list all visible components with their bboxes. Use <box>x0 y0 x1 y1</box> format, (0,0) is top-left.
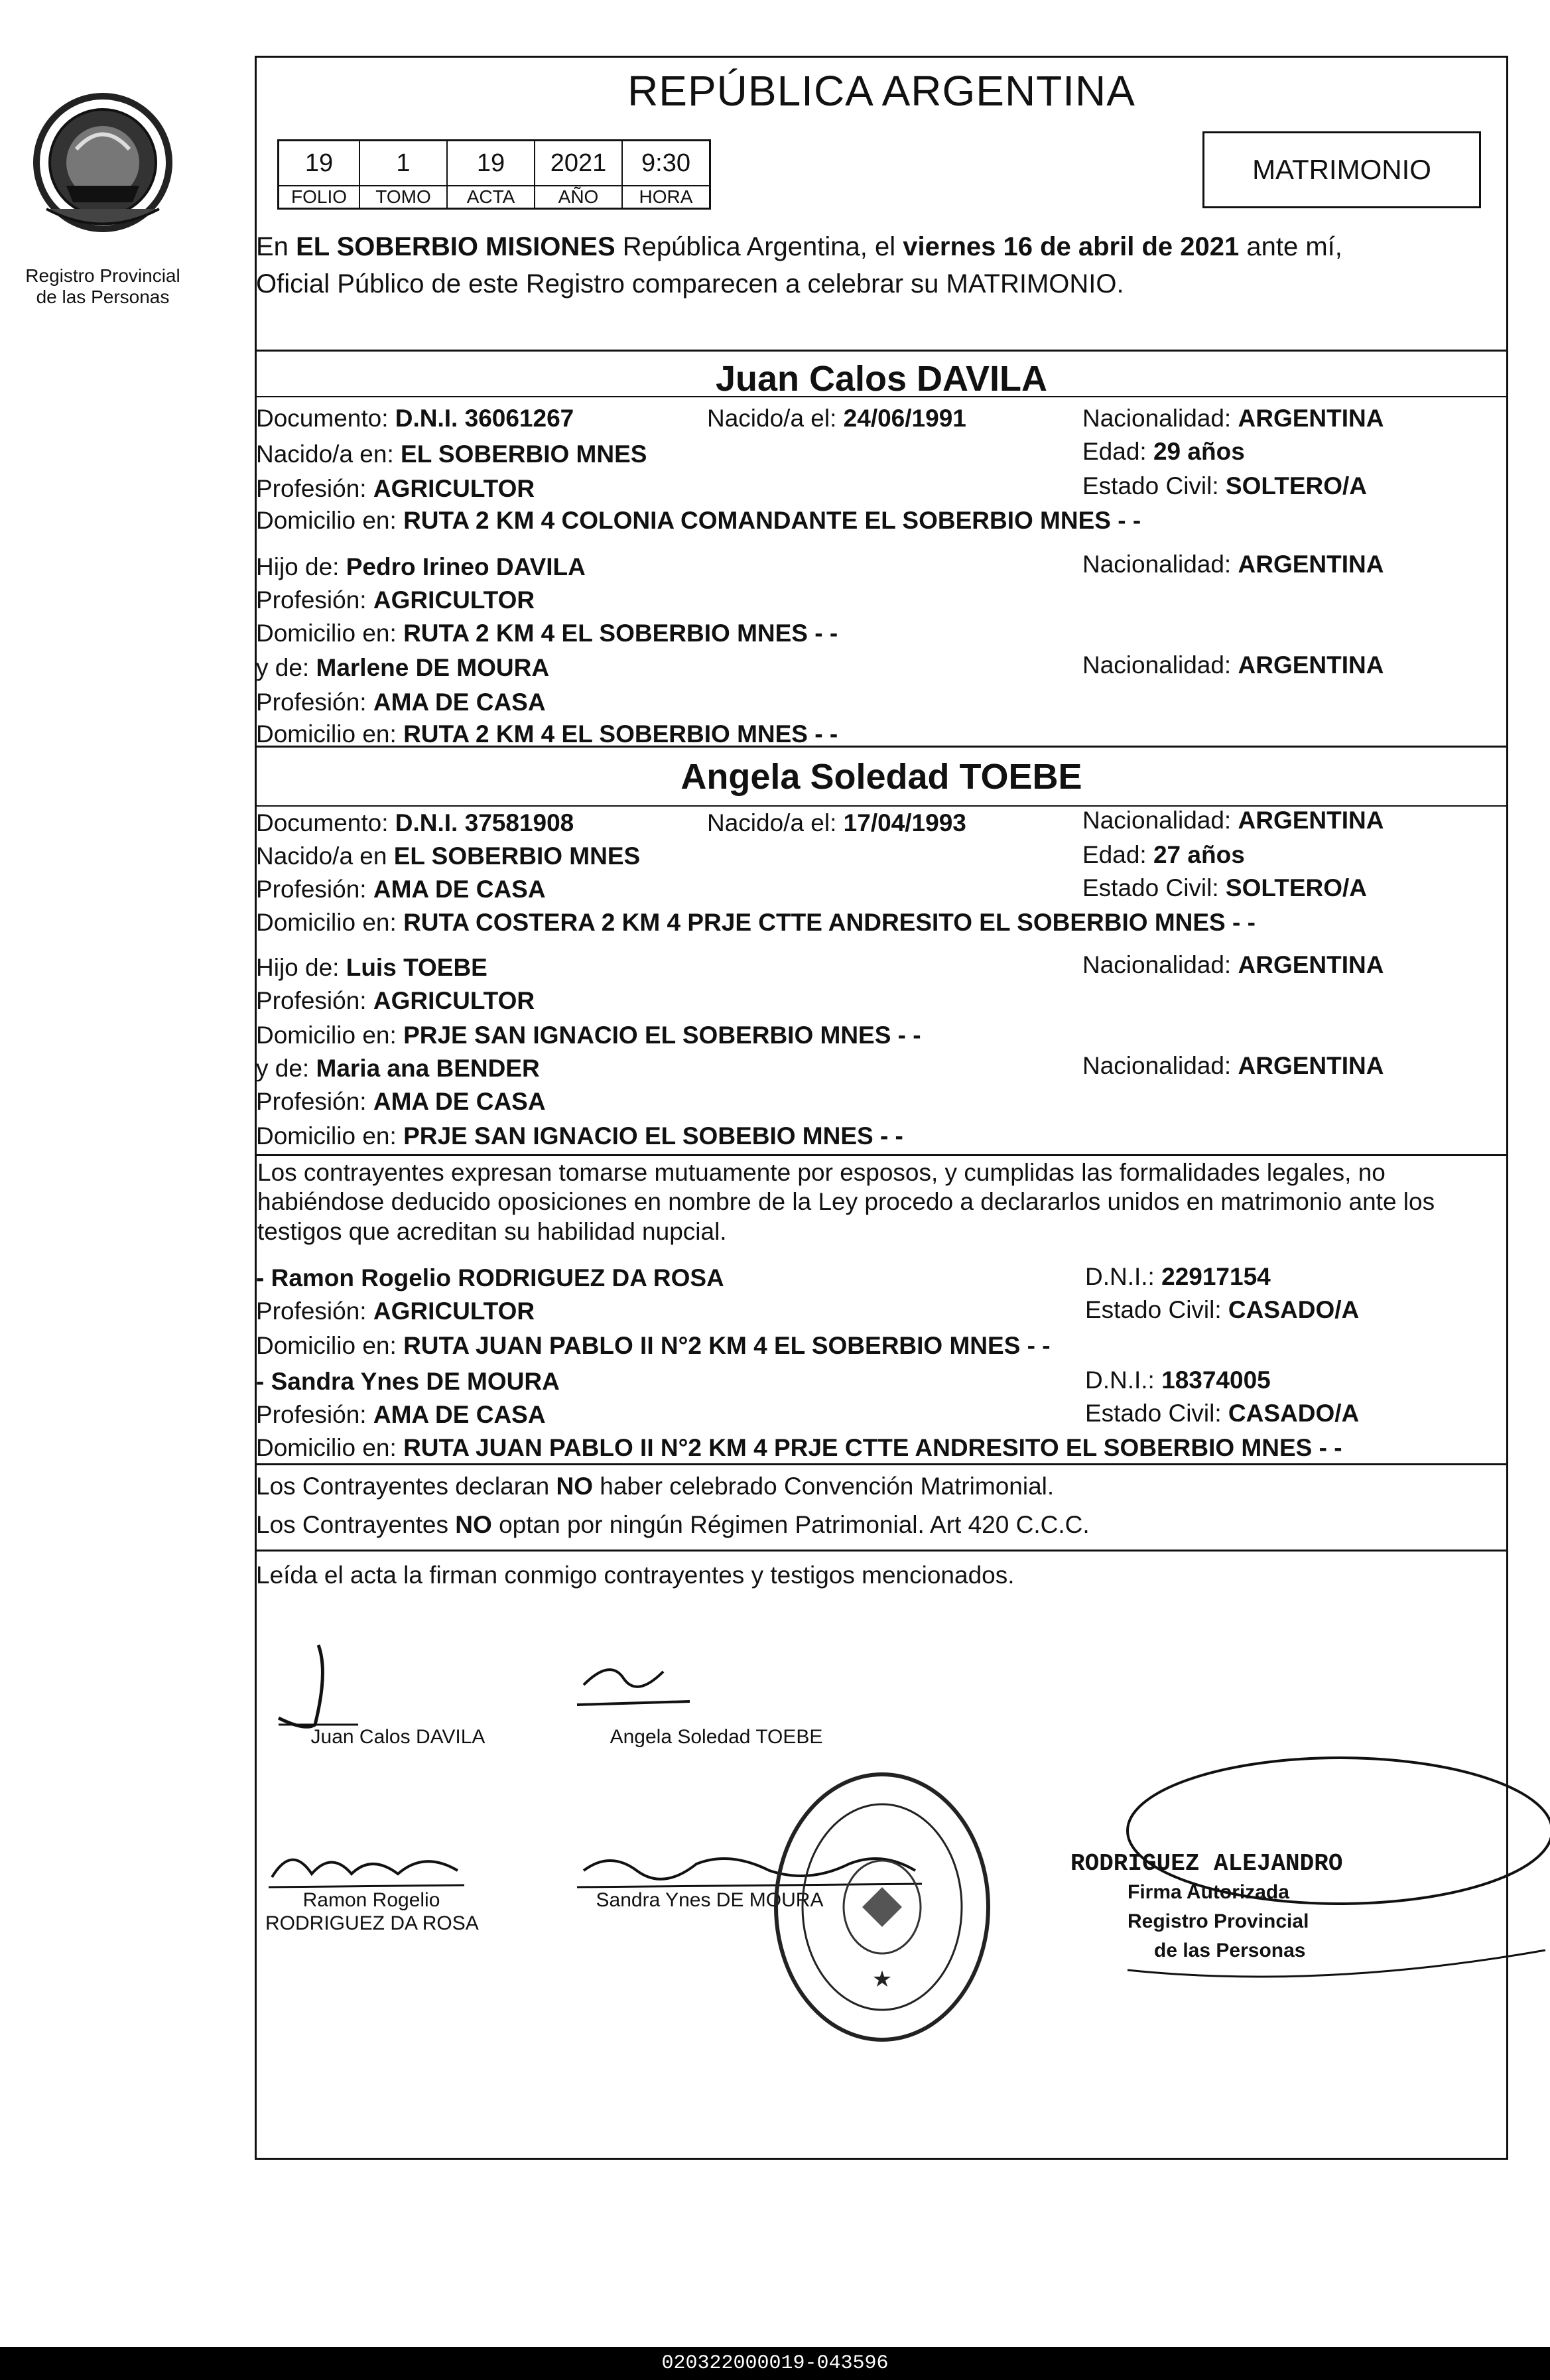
official-title-1: Firma Autorizada <box>1128 1881 1289 1903</box>
convention-line-1 <box>256 1474 1054 1498</box>
label: Profesión: <box>256 1401 367 1428</box>
groom-name: Juan Calos DAVILA <box>715 359 1048 399</box>
label: Profesión: <box>256 987 367 1014</box>
text: haber celebrado Convención Matrimonial. <box>600 1473 1055 1500</box>
bride-mother-nationality <box>1082 1053 1384 1078</box>
value: RUTA JUAN PABLO II N°2 KM 4 PRJE CTTE ANDRESITO EL SOBERBIO MNES - - <box>403 1434 1342 1461</box>
value: CASADO/A <box>1228 1400 1360 1427</box>
divider <box>255 350 1508 352</box>
label: D.N.I.: <box>1085 1263 1155 1290</box>
bride-mother-profession <box>256 1089 546 1114</box>
witness2-dni <box>1085 1368 1271 1392</box>
document-type-box: MATRIMONIO <box>1202 131 1481 208</box>
province-seal-icon <box>27 86 179 252</box>
value: RUTA 2 KM 4 COLONIA COMANDANTE EL SOBERBIO MNES - - <box>403 507 1141 534</box>
divider <box>255 1154 1508 1156</box>
groom-dni: D.N.I. 36061267 <box>395 405 574 432</box>
value: ARGENTINA <box>1238 651 1384 679</box>
value: - Sandra Ynes DE MOURA <box>256 1368 560 1395</box>
declaration-paragraph: Los contrayentes expresan tomarse mutuamente por esposos, y cumplidas las formalidades legales, no habiéndose deducido oposiciones en nombre de la Ley procedo a declararlos unidos en matrimonio ante los testigos que acreditan su habilidad nupcial. <box>257 1159 1435 1245</box>
hora-label: HORA <box>622 186 710 209</box>
value: RUTA 2 KM 4 EL SOBERBIO MNES - - <box>403 620 838 647</box>
ano-value: 2021 <box>535 141 622 186</box>
label: Estado Civil: <box>1085 1296 1222 1323</box>
label: Edad: <box>1082 841 1147 868</box>
bride-father-address <box>256 1023 921 1047</box>
text-bold: NO <box>556 1473 593 1500</box>
witness2-address <box>256 1435 1342 1460</box>
signature-scribbles-top <box>265 1632 862 1738</box>
value: 29 años <box>1153 438 1245 465</box>
text: Los Contrayentes declaran <box>256 1473 550 1500</box>
intro-line-1 <box>256 233 1342 260</box>
intro-place: EL SOBERBIO MISIONES <box>296 232 615 261</box>
official-title-2: Registro Provincial <box>1128 1910 1309 1932</box>
bride-doc-line <box>256 811 574 835</box>
page-title: REPÚBLICA ARGENTINA <box>627 67 1135 115</box>
logo-caption-1: Registro Provincial <box>25 265 180 286</box>
value: RUTA 2 KM 4 EL SOBERBIO MNES - - <box>403 720 838 748</box>
value: 22917154 <box>1161 1263 1271 1290</box>
bride-birthdate <box>707 811 966 835</box>
official-title-3: de las Personas <box>1154 1940 1306 1961</box>
value: ARGENTINA <box>1238 807 1384 834</box>
acta-label: ACTA <box>447 186 535 209</box>
value: SOLTERO/A <box>1225 472 1368 499</box>
value: AMA DE CASA <box>373 876 546 903</box>
text: optan por ningún Régimen Patrimonial. Art 420 C.C.C. <box>499 1511 1090 1538</box>
groom-civil-status <box>1082 474 1367 498</box>
bride-profession <box>256 877 546 901</box>
tomo-label: TOMO <box>359 186 447 209</box>
value: AMA DE CASA <box>373 1088 546 1115</box>
value: 27 años <box>1153 841 1245 868</box>
value: AGRICULTOR <box>373 586 535 614</box>
text: Los Contrayentes <box>256 1511 449 1538</box>
value: AGRICULTOR <box>373 987 535 1014</box>
label: Profesión: <box>256 475 367 502</box>
value: 17/04/1993 <box>843 809 966 836</box>
line: RODRIGUEZ DA ROSA <box>265 1912 479 1934</box>
label: Hijo de: <box>256 954 340 981</box>
witness1-name <box>256 1266 724 1290</box>
value: AGRICULTOR <box>373 1297 535 1325</box>
label: Nacionalidad: <box>1082 651 1232 679</box>
divider <box>255 1550 1508 1552</box>
value: 24/06/1991 <box>843 405 966 432</box>
value: RUTA JUAN PABLO II N°2 KM 4 EL SOBERBIO MNES - - <box>403 1332 1051 1359</box>
groom-father-nationality <box>1082 552 1384 576</box>
svg-text:★: ★ <box>872 1967 893 1992</box>
label: Estado Civil: <box>1085 1400 1222 1427</box>
label: Nacido/a el: <box>707 405 837 432</box>
sig-groom-label: Juan Calos DAVILA <box>310 1726 485 1748</box>
witness1-civil-status <box>1085 1297 1359 1322</box>
label: Nacionalidad: <box>1082 807 1232 834</box>
label: D.N.I.: <box>1085 1366 1155 1394</box>
label: Nacido/a el: <box>707 809 837 836</box>
label: Nacido/a en <box>256 842 387 870</box>
label: Estado Civil: <box>1082 472 1219 499</box>
value: - Ramon Rogelio RODRIGUEZ DA ROSA <box>256 1264 724 1291</box>
label: Domicilio en: <box>256 1122 397 1150</box>
witness2-name <box>256 1369 560 1394</box>
bride-mother <box>256 1056 540 1081</box>
groom-birthplace <box>256 442 647 466</box>
groom-mother-profession <box>256 690 546 714</box>
label: Domicilio en: <box>256 1332 397 1359</box>
label: Edad: <box>1082 438 1147 465</box>
intro-date: viernes 16 de abril de 2021 <box>903 232 1240 261</box>
value: Luis TOEBE <box>346 954 487 981</box>
label: y de: <box>256 654 310 681</box>
value: Maria ana BENDER <box>316 1055 540 1082</box>
official-name: RODRIGUEZ ALEJANDRO <box>1070 1850 1343 1877</box>
label: Nacionalidad: <box>1082 405 1232 432</box>
tomo-value: 1 <box>359 141 447 186</box>
province-seal-logo <box>25 86 180 308</box>
bride-mother-address <box>256 1124 903 1148</box>
value: AMA DE CASA <box>373 689 546 716</box>
label: Domicilio en: <box>256 507 397 534</box>
value: PRJE SAN IGNACIO EL SOBEBIO MNES - - <box>403 1122 903 1150</box>
label: Domicilio en: <box>256 720 397 748</box>
witness1-address <box>256 1333 1051 1358</box>
groom-father <box>256 555 586 579</box>
value: CASADO/A <box>1228 1296 1360 1323</box>
hora-value: 9:30 <box>622 141 710 186</box>
convention-line-2 <box>256 1512 1090 1537</box>
label: Profesión: <box>256 1088 367 1115</box>
witness1-profession <box>256 1299 535 1323</box>
label: Domicilio en: <box>256 620 397 647</box>
document-code-bar: 020322000019-043596 <box>0 2347 1550 2380</box>
sig-bride-label: Angela Soledad TOEBE <box>610 1726 823 1748</box>
groom-mother-address <box>256 722 838 746</box>
value: AMA DE CASA <box>373 1401 546 1428</box>
bride-nationality <box>1082 808 1384 832</box>
intro-mid: República Argentina, el <box>622 232 896 261</box>
bride-father-nationality <box>1082 953 1384 977</box>
divider <box>255 1463 1508 1465</box>
value: EL SOBERBIO MNES <box>401 440 647 468</box>
value: ARGENTINA <box>1238 405 1384 432</box>
bride-civil-status <box>1082 876 1367 900</box>
value: EL SOBERBIO MNES <box>393 842 641 870</box>
label: Nacionalidad: <box>1082 551 1232 578</box>
label: Domicilio en: <box>256 909 397 936</box>
label: Domicilio en: <box>256 1022 397 1049</box>
groom-father-profession <box>256 588 535 612</box>
registry-table <box>277 139 711 210</box>
value: 18374005 <box>1161 1366 1271 1394</box>
label: y de: <box>256 1055 310 1082</box>
value: ARGENTINA <box>1238 551 1384 578</box>
ano-label: AÑO <box>535 186 622 209</box>
label: Documento: <box>256 405 389 432</box>
label: Profesión: <box>256 876 367 903</box>
label: Profesión: <box>256 689 367 716</box>
groom-address <box>256 508 1141 533</box>
groom-age <box>1082 439 1245 464</box>
intro-prefix: En <box>256 232 289 261</box>
groom-mother-nationality <box>1082 653 1384 677</box>
label: Nacido/a en: <box>256 440 394 468</box>
bride-name: Angela Soledad TOEBE <box>680 757 1082 797</box>
value: Marlene DE MOURA <box>316 654 550 681</box>
bride-birthplace <box>256 844 640 868</box>
label: Profesión: <box>256 586 367 614</box>
groom-nationality <box>1082 406 1384 430</box>
label: Nacionalidad: <box>1082 1052 1232 1079</box>
sig-witness1-label <box>265 1889 478 1935</box>
closing-line: Leída el acta la firman conmigo contrayentes y testigos mencionados. <box>256 1561 1015 1589</box>
bride-father-profession <box>256 988 535 1013</box>
witness2-civil-status <box>1085 1401 1359 1425</box>
bride-address <box>256 910 1256 935</box>
label: Profesión: <box>256 1297 367 1325</box>
line: Ramon Rogelio <box>302 1889 440 1911</box>
groom-father-address <box>256 621 838 645</box>
value: ARGENTINA <box>1238 951 1384 978</box>
label: Estado Civil: <box>1082 874 1219 901</box>
value: ARGENTINA <box>1238 1052 1384 1079</box>
bride-father <box>256 955 487 980</box>
text-bold: NO <box>455 1511 492 1538</box>
logo-caption-2: de las Personas <box>36 287 170 308</box>
folio-label: FOLIO <box>279 186 360 209</box>
value: Pedro Irineo DAVILA <box>346 553 586 580</box>
witness1-dni <box>1085 1264 1271 1289</box>
witness2-profession <box>256 1402 546 1427</box>
bride-dni: D.N.I. 37581908 <box>395 809 574 836</box>
acta-value: 19 <box>447 141 535 186</box>
groom-doc-line <box>256 406 574 430</box>
delegation-seal-icon <box>763 1764 1001 2050</box>
intro-suffix: ante mí, <box>1246 232 1342 261</box>
groom-birthdate <box>707 406 966 430</box>
label: Hijo de: <box>256 553 340 580</box>
value: RUTA COSTERA 2 KM 4 PRJE CTTE ANDRESITO EL SOBERBIO MNES - - <box>403 909 1256 936</box>
label: Domicilio en: <box>256 1434 397 1461</box>
value: SOLTERO/A <box>1225 874 1368 901</box>
bride-age <box>1082 842 1245 867</box>
sig-witness2-label: Sandra Ynes DE MOURA <box>596 1889 824 1911</box>
label: Documento: <box>256 809 389 836</box>
groom-mother <box>256 655 549 680</box>
value: AGRICULTOR <box>373 475 535 502</box>
value: PRJE SAN IGNACIO EL SOBERBIO MNES - - <box>403 1022 921 1049</box>
groom-profession <box>256 476 535 501</box>
label: Nacionalidad: <box>1082 951 1232 978</box>
intro-line-2: Oficial Público de este Registro comparecen a celebrar su MATRIMONIO. <box>256 269 1124 298</box>
folio-value: 19 <box>279 141 360 186</box>
